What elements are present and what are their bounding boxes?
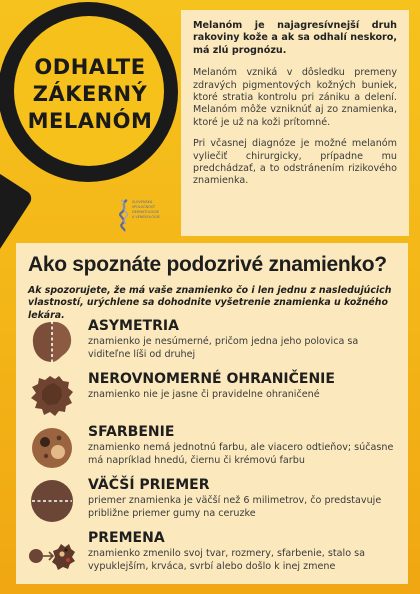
society-logo [118,196,170,236]
logo-icon [118,198,130,232]
sign-asymmetry [28,318,398,368]
sign-title: NEROVNOMERNÉ OHRANIČENIE [88,371,335,387]
sign-title: VÄČŠÍ PRIEMER [88,477,210,493]
sign-evolution [28,530,398,580]
asymmetry-mole-icon [28,318,76,366]
intro-lead: Melanóm je najagresívnejší druh rakoviny kože a ak sa odhalí neskoro, má zlú prognózu. [193,20,397,56]
title-line-2: ZÁKERNÝ [32,82,148,106]
sign-title: SFARBENIE [88,424,175,440]
diameter-mole-icon [28,477,76,525]
intro-panel [181,10,409,236]
intro-paragraph-1: Melanóm vzniká v dôsledku premeny zdravých pigmentových kožných buniek, ktoré stratia kontrolu pri zániku a delení. Melanóm môže vzniknúť aj zo znamienka, ktoré je už na koži prítomné. [193,67,397,128]
evolution-mole-icon [28,530,76,578]
signs-heading: Ako spoznáte podozrivé znamienko? [28,253,387,276]
sign-diameter [28,477,398,527]
logo-text: SLOVENSKÁ SPOLOČNOSŤ DERMATOLÓGIE A VENEROLÓGIE [132,200,160,219]
sign-text: znamienko nemá jednotnú farbu, ale viacero odtieňov; súčasne má napríklad hnedú, čiernu či krémovú farbu [88,442,394,466]
title-line-3: MELANÓM [27,109,153,133]
page-title [16,54,164,135]
sign-text: priemer znamienka je väčší než 6 milimetrov, čo predstavuje približne priemer gumy na ceruzke [88,495,382,519]
color-variation-mole-icon [28,424,76,472]
signs-panel [16,243,408,584]
sign-irregular-border [28,371,398,421]
sign-text: znamienko zmenilo svoj tvar, rozmery, sfarbenie, stalo sa vypuklejším, krváca, svrbí alebo došlo k inej zmene [88,548,366,572]
signs-note: Ak spozorujete, že má vaše znamienko čo i len jednu z nasledujúcich vlastností, urýchlene sa dohodnite vyšetrenie znamienka u kožného lekára. [28,285,392,321]
sign-text: znamienko je nesúmerné, pričom jedna jeho polovica sa viditeľne líši od druhej [88,336,359,360]
sign-title: PREMENA [88,530,165,546]
intro-paragraph-2: Pri včasnej diagnóze je možné melanóm vyliečiť chirurgicky, prípadne mu predchádzať, a to odstránením rizikového znamienka. [193,138,397,187]
sign-color [28,424,398,474]
title-line-1: ODHALTE [34,55,146,79]
sign-text: znamienko nie je jasne či pravidelne ohraničené [88,389,320,400]
irregular-border-mole-icon [28,371,76,419]
sign-title: ASYMETRIA [88,318,179,334]
